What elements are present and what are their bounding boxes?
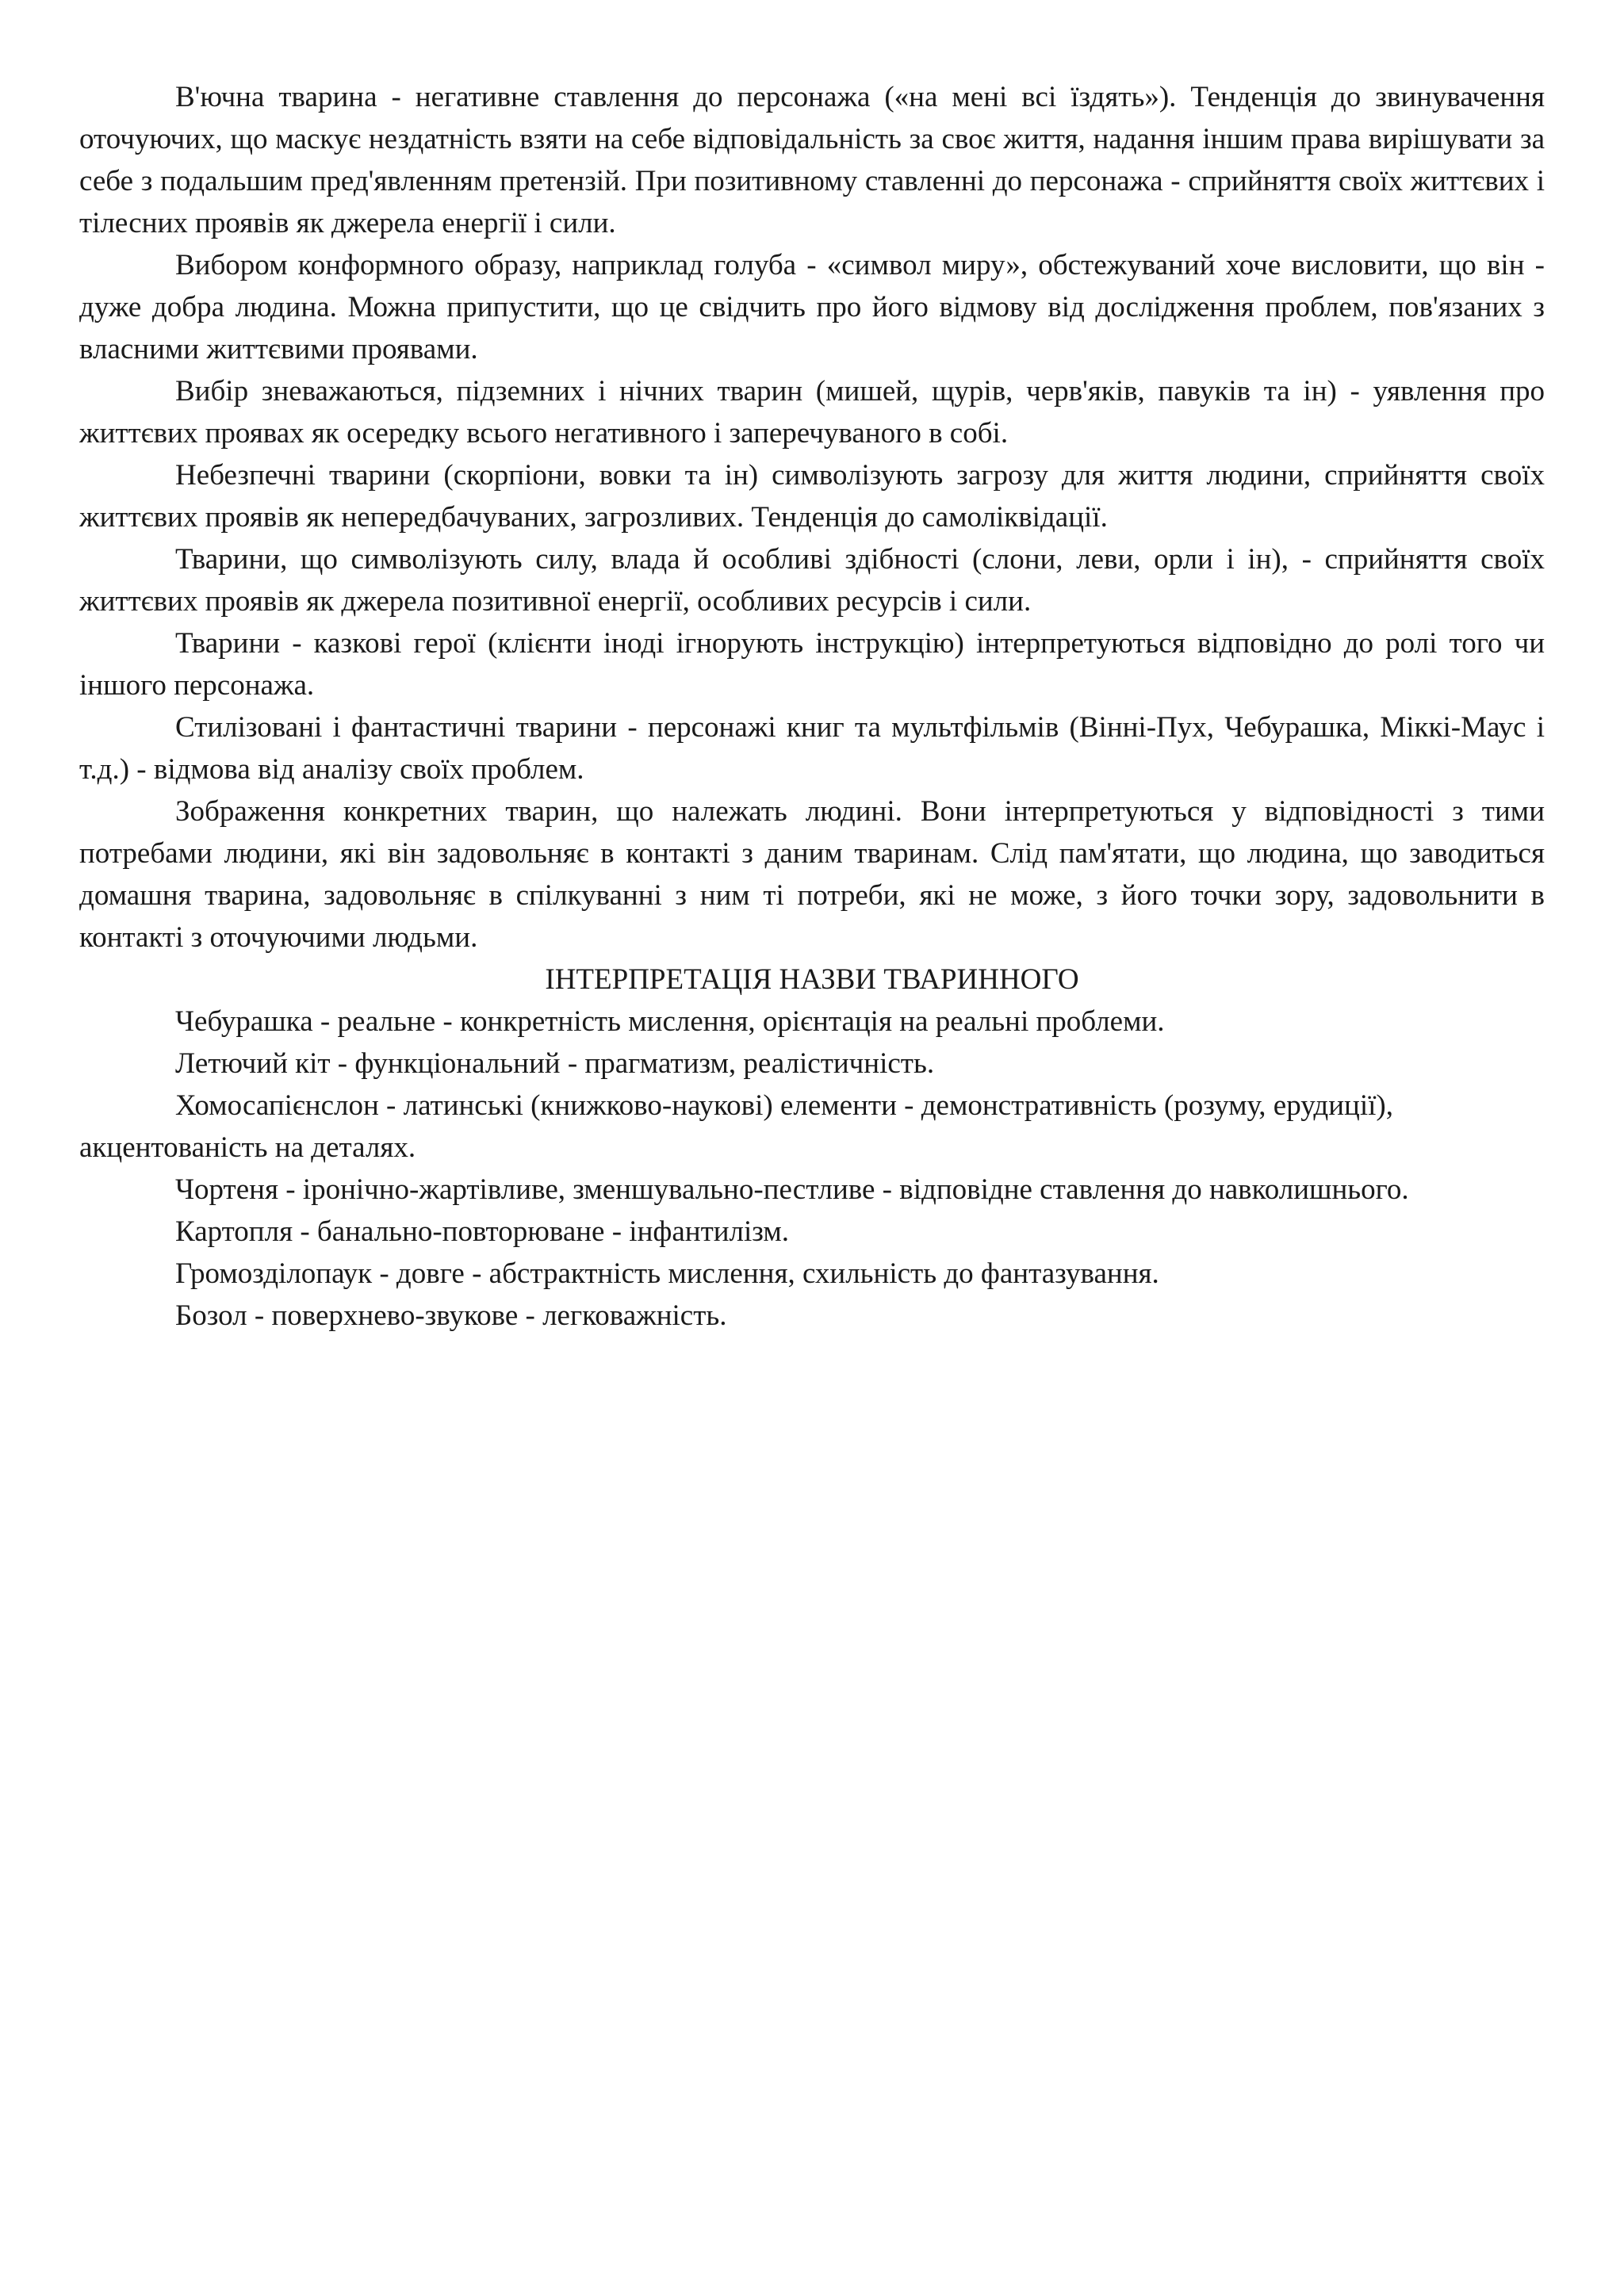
paragraph-stylized-animals: Стилізовані і фантастичні тварини - персонажі книг та мультфільмів (Вінні-Пух, Чебурашка, Міккі-Маус і т.д.) - відмова від аналізу своїх проблем. [79, 711, 1545, 786]
paragraph-strength-animals: Тварини, що символізують силу, влада й особливі здібності (слони, леви, орли і ін), - сприйняття своїх життєвих проявів як джерела позитивної енергії, особливих ресурсів і сили. [79, 543, 1545, 618]
paragraph-dangerous-animals: Небезпечні тварини (скорпіони, вовки та ін) символізують загрозу для життя людини, сприйняття своїх життєвих проявів як непередбачуваних, загрозливих. Тенденція до самоліквідації. [79, 459, 1545, 534]
section-heading: ІНТЕРПРЕТАЦІЯ НАЗВИ ТВАРИННОГО [545, 963, 1079, 996]
list-item: Чебурашка - реальне - конкретність мислення, орієнтація на реальні проблеми. [175, 1005, 1165, 1038]
paragraph-concrete-animals: Зображення конкретних тварин, що належать людині. Вони інтерпретуються у відповідності з тими потребами людини, які він задовольняє в контакті з даним тваринам. Слід пам'ятати, що людина, що заводиться домашня тварина, задовольняє в спілкуванні з ним ті потреби, які не може, з його точки зору, задовольнити в контакті з оточуючими людьми. [79, 795, 1545, 954]
list-item: Чортеня - іронічно-жартівливе, зменшувально-пестливе - відповідне ставлення до навколишнього. [175, 1173, 1409, 1206]
list-item: Хомосапієнслон - латинські (книжково-наукові) елементи - демонстративність (розуму, ерудиції), акцентованість на деталях. [79, 1089, 1393, 1164]
list-item: Бозол - поверхнево-звукове - легковажність. [175, 1299, 727, 1332]
paragraph-underground-animals: Вибір зневажаються, підземних і нічних тварин (мишей, щурів, черв'яків, павуків та ін) - уявлення про життєвих проявах як осередку всього негативного і заперечуваного в собі. [79, 375, 1545, 450]
paragraph-fairytale-animals: Тварини - казкові герої (клієнти іноді ігнорують інструкцію) інтерпретуються відповідно до ролі того чи іншого персонажа. [79, 627, 1545, 702]
paragraph-pack-animal: В'ючна тварина - негативне ставлення до персонажа («на мені всі їздять»). Тенденція до звинувачення оточуючих, що маскує нездатність взяти на себе відповідальність за своє життя, надання іншим права вирішувати за себе з подальшим пред'явленням претензій. При позитивному ставленні до персонажа - сприйняття своїх життєвих і тілесних проявів як джерела енергії і сили. [79, 81, 1545, 239]
list-item: Картопля - банально-повторюване - інфантилізм. [175, 1215, 790, 1248]
paragraph-conformist-image: Вибором конформного образу, наприклад голуба - «символ миру», обстежуваний хоче висловити, що він - дуже добра людина. Можна припустити, що це свідчить про його відмову від дослідження проблем, пов'язаних з власними життєвими проявами. [79, 249, 1545, 365]
list-item: Громозділопаук - довге - абстрактність мислення, схильність до фантазування. [175, 1257, 1159, 1290]
list-item: Летючий кіт - функціональний - прагматизм, реалістичність. [175, 1047, 935, 1080]
